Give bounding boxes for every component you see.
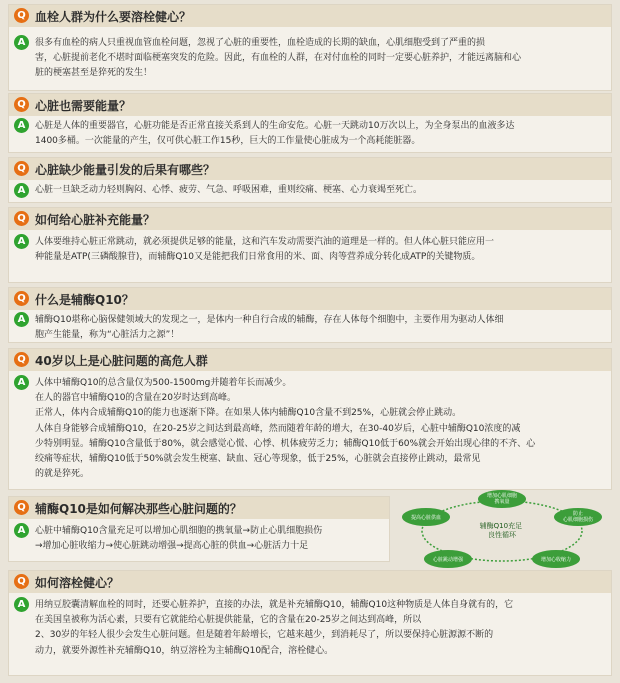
faq-card-7: [8, 496, 390, 562]
faq-card-4: [8, 207, 612, 283]
a-badge: A: [14, 183, 29, 198]
question-text: 心脏也需要能量？: [35, 99, 132, 113]
node-2: [554, 508, 602, 526]
question-text: 血栓人群为什么要溶栓健心？: [35, 10, 192, 24]
q-badge: Q: [14, 291, 29, 306]
answer-text: 用纳豆胶囊清解血栓的同时，还要心脏养护，直接的办法，就是补充辅酶Q10，辅酶Q10这种物质是人体自身就有的，它 在美国皇被称为活心素，只要有它就能给心脏提供能量，它的含量在20-25岁之间达到高峰，所以 2、30岁的年轻人很少会发生心脏问题。但是随着年龄增长，它越来越少，到消耗尽了，所以要保持心脏源源不断的 动力，就要外源性补充辅酶Q10，纳豆溶栓为主辅酶Q10配合，溶栓健心。: [35, 600, 514, 656]
a-badge: A: [14, 118, 29, 133]
faq-card-1: [8, 4, 612, 91]
node-4: [424, 550, 472, 568]
a-badge: A: [14, 375, 29, 390]
answer-text: 人体中辅酶Q10的总含量仅为500-1500mg并随着年长而减少。 在人的器官中辅酶Q10的含量在20岁时达到高峰。 正常人，体内合成辅酶Q10的能力也逐渐下降。在如果人体内辅酶Q10含量不到25%，心脏就会停止跳动。 人体自身能够合成辅酶Q10，在20-25岁之间达到最高峰，然而随着年龄的增大，在30-40岁后，心脏中辅酶Q10浓度的减 少特别明显。辅酶Q10含量低于80%，就会感觉心慌、心悸、机体疲劳乏力；辅酶Q10低于60%就会开始出现心律的不齐、心 绞痛等症状，辅酶Q10低于50%就会发生梗塞、缺血、冠心等现象，低于25%，心脏就会直接停止跳动，最常见 的就是猝死。: [35, 378, 536, 480]
q-badge: Q: [14, 500, 29, 515]
center-line-2: 良性循环: [488, 531, 516, 539]
a-badge: A: [14, 597, 29, 612]
question-text: 如何溶栓健心？: [35, 576, 120, 590]
svg-text:增加心收缩力: 增加心收缩力: [540, 557, 572, 563]
q-badge: Q: [14, 574, 29, 589]
center-label: [480, 521, 525, 539]
answer-text: 心脏中辅酶Q10含量充足可以增加心肌细胞的携氧量→防止心肌细胞损伤 →增加心脏收缩力→使心脏跳动增强→提高心脏的供血→心脏活力十足: [35, 526, 323, 552]
question-text: 辅酶Q10是如何解决那些心脏问题的？: [35, 502, 242, 516]
q-badge: Q: [14, 161, 29, 176]
svg-text:心脏跳动增强: 心脏跳动增强: [432, 557, 464, 563]
answer-text: 辅酶Q10堪称心脑保健领域大的发现之一，是体内一种自行合成的辅酶，存在人体每个细胞中，主要作用为驱动人体细 胞产生能量，称为“心脏活力之源”！: [35, 315, 504, 341]
faq-card-2: [8, 93, 612, 153]
q-badge: Q: [14, 8, 29, 23]
q-badge: Q: [14, 97, 29, 112]
faq-card-3: [8, 157, 612, 203]
node-1: [478, 490, 526, 508]
cycle-diagram: [396, 489, 608, 572]
svg-text:增加心肌细胞携氧量: 增加心肌细胞携氧量: [486, 493, 518, 505]
answer-text: 很多有血栓的病人只重视血管血栓问题，忽视了心脏的重要性，血栓造成的长期的缺血，心肌细胞受到了严重的损 害，心脏提前老化不堪时面临梗塞突发的危险。因此，有血栓的人群，在对付血栓的同时一定要心脏养护，才能远离脑和心 脏的梗塞甚至是猝死的发生！: [35, 38, 522, 79]
answer-text: 心脏一旦缺乏动力轻则胸闷、心悸、疲劳、气急、呼吸困难，重则绞痛、梗塞、心力衰竭至死亡。: [35, 185, 423, 195]
question-text: 什么是辅酶Q10？: [35, 293, 134, 307]
node-5: [402, 508, 450, 526]
question-text: 如何给心脏补充能量？: [35, 213, 156, 227]
center-line-1: 辅酶Q10充足: [479, 522, 523, 530]
faq-card-8: [8, 570, 612, 676]
faq-card-5: [8, 287, 612, 343]
node-3: [532, 550, 580, 568]
q-badge: Q: [14, 211, 29, 226]
answer-text: 人体要维持心脏正常跳动，就必须提供足够的能量，这和汽车发动需要汽油的道理是一样的。但人体心脏只能应用一 种能量是ATP(三磷酸腺苷)，而辅酶Q10又是能把我们日常食用的米、面、肉等营养成分转化成ATP的关键物质。: [35, 237, 495, 263]
svg-text:防止心肌细胞损伤: 防止心肌细胞损伤: [562, 511, 594, 523]
a-badge: A: [14, 312, 29, 327]
answer-text: 心脏是人体的重要器官，心脏功能是否正常直接关系到人的生命安危。心脏一天跳动10万次以上，为全身泵出的血液多达 1400多桶。一次能量的产生，仅可供心脏工作15秒，巨大的工作量使心脏成为一个高耗能脏器。: [35, 121, 515, 147]
faq-card-6: [8, 348, 612, 490]
question-text: 40岁以上是心脏问题的高危人群: [35, 354, 208, 368]
svg-text:提高心脏供血: 提高心脏供血: [410, 515, 442, 521]
question-text: 心脏缺少能量引发的后果有哪些？: [35, 163, 216, 177]
q-badge: Q: [14, 352, 29, 367]
a-badge: A: [14, 234, 29, 249]
a-badge: A: [14, 35, 29, 50]
a-badge: A: [14, 523, 29, 538]
